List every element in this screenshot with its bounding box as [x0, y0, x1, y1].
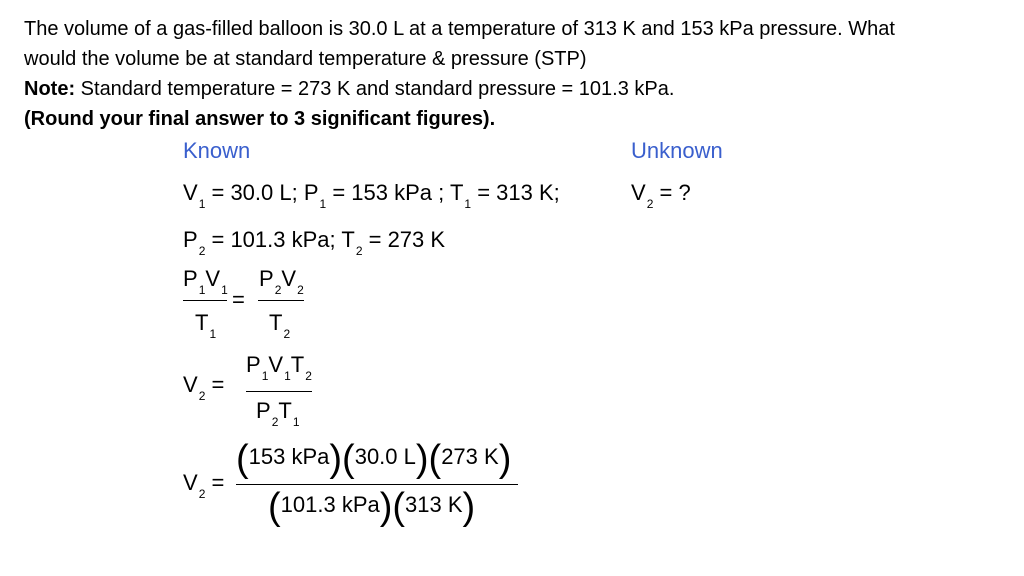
note-label: Note: — [24, 78, 76, 100]
note-text: Standard temperature = 273 K and standard pressure = 101.3 kPa. — [75, 78, 675, 100]
substituted-denominator: (101.3 kPa)(313 K) — [268, 486, 476, 528]
substituted-numerator: (153 kPa)(30.0 L)(273 K) — [236, 438, 512, 480]
unknown-line: $V_2$ = ? — [631, 180, 691, 211]
law-right-numerator: $P_2V_2$ — [259, 266, 304, 297]
round-instruction: (Round your final answer to 3 significant figures). — [24, 108, 496, 130]
law-right-fraction-bar — [258, 300, 304, 301]
law-left-numerator: $P_1V_1$ — [183, 266, 228, 297]
solve-fraction-bar — [246, 391, 312, 392]
question-line-2: would the volume be at standard temperature & pressure (STP) — [24, 48, 587, 70]
solve-lhs: $V_2$ = — [183, 372, 225, 403]
substituted-lhs: $V_2$ = — [183, 470, 225, 501]
law-right-denominator: $T_2$ — [269, 310, 291, 341]
unknown-heading: Unknown — [631, 138, 723, 163]
known-line-2: $P_2 = 101.3$ kPa; $T_2 = 273$ K — [183, 227, 446, 258]
substituted-fraction-bar — [236, 484, 518, 485]
law-left-fraction-bar — [183, 300, 227, 301]
solve-denominator: $P_2T_1$ — [256, 398, 300, 429]
known-heading: Known — [183, 138, 251, 163]
question-line-1: The volume of a gas-filled balloon is 30.0 L at a temperature of 313 K and 153 kPa pressure. What — [24, 18, 895, 40]
law-equals: = — [232, 287, 245, 312]
question-block — [24, 14, 1014, 134]
known-line-1: $V_1 = 30.0$ L; $P_1 = 153$ kPa ; $T_1 = 313$ K; — [183, 180, 560, 211]
note-line — [24, 74, 1014, 104]
law-left-denominator: $T_1$ — [195, 310, 217, 341]
solve-numerator: $P_1V_1T_2$ — [246, 352, 312, 383]
